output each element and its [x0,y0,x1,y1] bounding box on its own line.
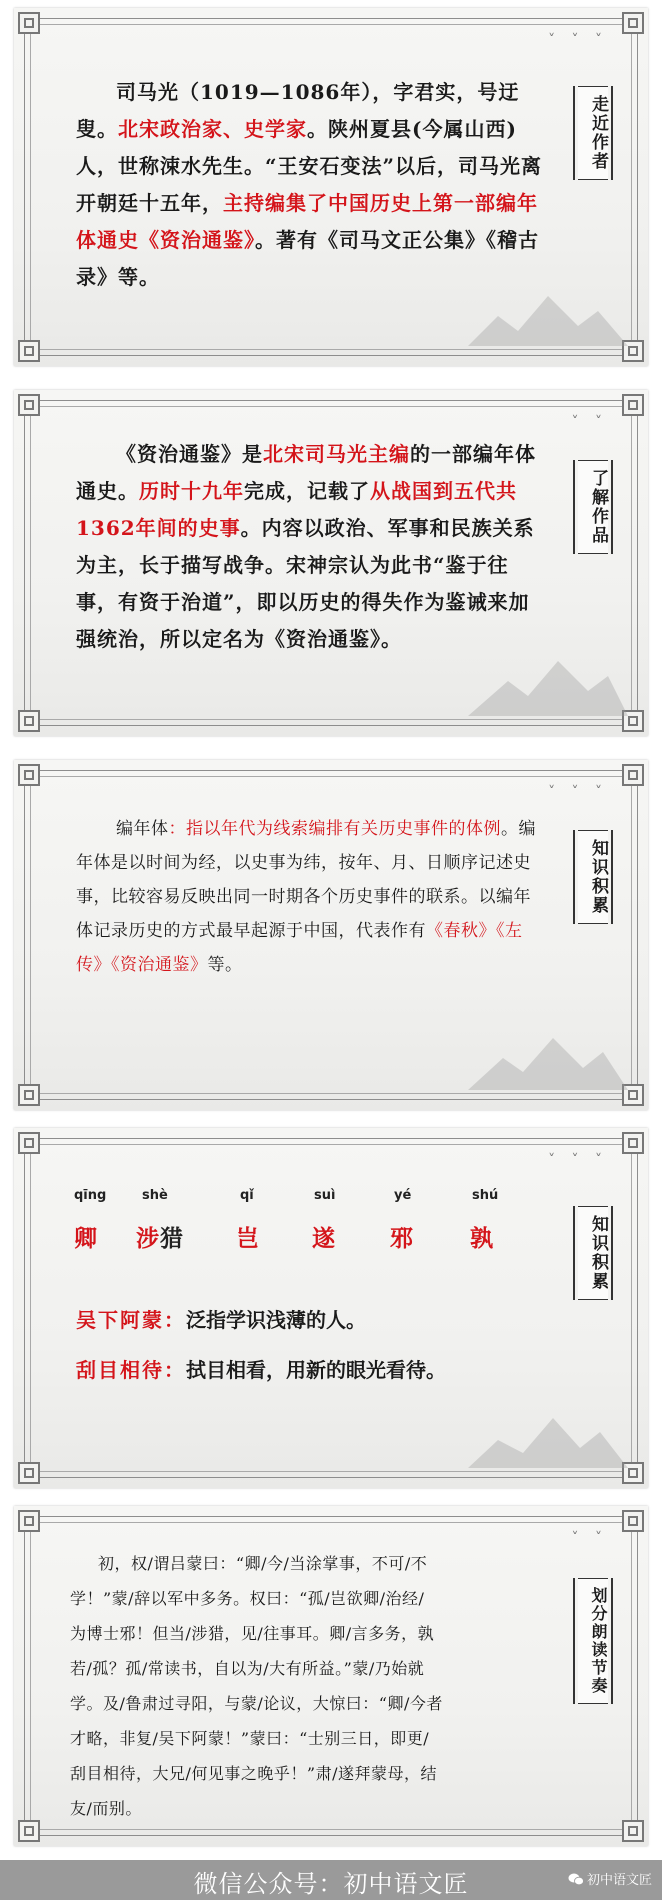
annals-paragraph [76,812,544,982]
footer-account-name: 微信公众号：初中语文匠 [193,1870,469,1898]
birds-decoration: ˅ ˅ [571,1530,608,1546]
corner-ornament [18,1462,40,1484]
idiom-term: 吴下阿蒙： [76,1308,186,1332]
mountain-decoration [468,1020,628,1090]
text-line: 若/孤？孤/常读书，自以为/大有所益。”蒙/乃始就 [70,1659,425,1678]
idiom-definition: 泛指学识浅薄的人。 [186,1308,366,1332]
footer-badge-label: 初中语文匠 [586,1873,652,1888]
pinyin: shú [472,1188,499,1203]
slide-knowledge-2 [14,1128,648,1488]
pinyin: qǐ [240,1188,254,1203]
wechat-icon [568,1872,584,1886]
corner-ornament [18,764,40,786]
corner-ornament [18,710,40,732]
footer-bar [0,1860,662,1900]
vocab-char: 猎 [160,1225,183,1252]
vocab-char: 岂 [236,1225,259,1252]
vocab-char: 孰 [470,1225,493,1252]
body-text: 。著有《司马文正公集》《稽古录》等。 [76,228,539,289]
work-paragraph [76,436,544,658]
idiom-definition: 拭目相看，用新的眼光看待。 [186,1358,446,1382]
text-line: 友/而别。 [70,1799,142,1818]
body-text: 的一部编年体通史。 [76,442,536,503]
text-line: 学。及/鲁肃过寻阳，与蒙/论议，大惊曰：“卿/今者 [70,1694,443,1713]
text-line: 初，权/谓吕蒙曰：“卿/今/当涂掌事，不可/不 [98,1554,428,1573]
pinyin: yé [394,1188,412,1203]
body-text: 。内容以政治、军事和民族关系为主，长于描写战争。宋神宗认为此书“鉴于往事，有资于治道”，即以历史的得失作为鉴诫来加强统治，所以定名为《资治通鉴》。 [76,516,535,651]
idiom-row [76,1354,446,1383]
corner-ornament [18,394,40,416]
footer-badge [568,1869,652,1888]
author-paragraph [76,74,544,296]
pinyin: shè [142,1188,168,1203]
highlighted-text: 历时十九年 [139,479,244,503]
slide-author [14,8,648,366]
highlighted-text: 主持编集了中国历史上第一部编年体通史《资治通鉴》 [76,191,538,252]
text-line: 为博士邪！但当/涉猎，见/往事耳。卿/言多务，孰 [70,1624,435,1643]
body-text: 等。 [207,955,243,975]
birds-decoration: ˅ ˅ [571,414,608,430]
body-text: 完成，记载了 [244,479,370,503]
vocab-char: 邪 [390,1225,413,1252]
section-tag: 知识积累 [578,830,608,924]
corner-ornament [622,394,644,416]
idiom-term: 刮目相待： [76,1358,186,1382]
highlighted-text: ：指以年代为线索编排有关历史事件的体例 [168,819,501,839]
pinyin: suì [314,1188,336,1203]
body-text: 编年体 [116,819,169,839]
corner-ornament [622,1132,644,1154]
text-line: 学！”蒙/辞以军中多务。权曰：“孤/岂欲卿/治经/ [70,1589,425,1608]
body-text: 《资治通鉴》是 [116,442,263,466]
vocab-char: 卿 [74,1225,97,1252]
vocab-char: 遂 [312,1225,335,1252]
highlighted-text: 《春秋》《左传》《资治通鉴》 [76,921,523,975]
vocab-char: 涉 [136,1225,159,1252]
text-line: 刮目相待，大兄/何见事之晚乎！”肃/遂拜蒙母，结 [70,1764,437,1783]
body-text: 。陕州夏县(今属山西)人，世称涑水先生。“王安石变法”以后，司马光离开朝廷十五年， [76,117,543,215]
text-line: 才略，非复/吴下阿蒙！”蒙曰：“士别三日，即更/ [70,1729,430,1748]
birds-decoration: ˅ ˅ ˅ [548,1152,608,1168]
corner-ornament [622,12,644,34]
mountain-decoration [468,1398,628,1468]
birds-decoration: ˅ ˅ ˅ [548,32,608,48]
corner-ornament [18,340,40,362]
corner-ornament [622,1510,644,1532]
corner-ornament [18,12,40,34]
slide-knowledge-1 [14,760,648,1110]
section-tag: 走近作者 [578,86,608,180]
corner-ornament [622,1820,644,1842]
highlighted-text: 从战国到五代共1362年间的史事 [76,479,517,540]
corner-ornament [622,764,644,786]
section-tag: 划分朗读节奏 [578,1578,608,1704]
highlighted-text: 北宋司马光主编 [263,442,410,466]
section-tag: 知识积累 [578,1206,608,1300]
corner-ornament [18,1132,40,1154]
classical-text [70,1546,550,1826]
pinyin: qīng [74,1188,107,1203]
slide-work [14,390,648,736]
slide-reading-rhythm [14,1506,648,1846]
highlighted-text: 北宋政治家、史学家 [118,117,307,141]
birds-decoration: ˅ ˅ ˅ [548,784,608,800]
corner-ornament [18,1084,40,1106]
body-text: 。编年体是以时间为经，以史事为纬，按年、月、日顺序记述史事，比较容易反映出同一时期各个历史事件的联系。以编年体记录历史的方式最早起源于中国，代表作有 [76,819,536,941]
idiom-row [76,1304,366,1333]
body-text: 司马光（1019—1086年），字君实，号迂叟。 [76,80,520,141]
corner-ornament [18,1820,40,1842]
section-tag: 了解作品 [578,460,608,554]
corner-ornament [18,1510,40,1532]
